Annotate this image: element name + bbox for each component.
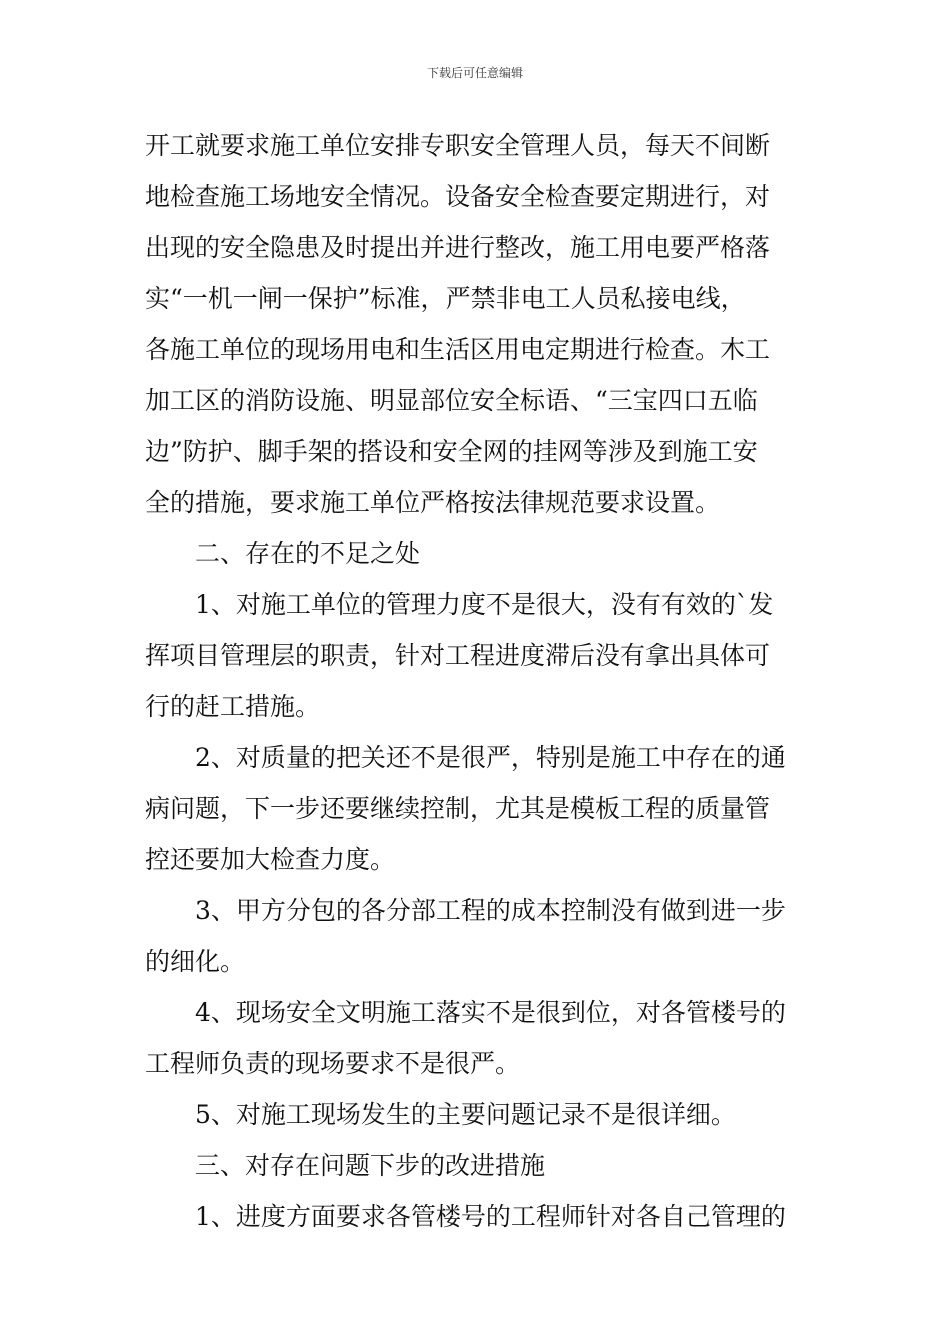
document-body <box>145 120 815 1242</box>
paragraph-line: 挥项目管理层的职责，针对工程进度滞后没有拿出具体可 <box>145 641 771 670</box>
section-heading: 三、对存在问题下步的改进措施 <box>195 1151 546 1180</box>
paragraph-line: 1、对施工单位的管理力度不是很大，没有有效的`发 <box>195 590 774 619</box>
paragraph-line: 5、对施工现场发生的主要问题记录不是很详细。 <box>195 1100 736 1129</box>
paragraph-line: 病问题，下一步还要继续控制，尤其是模板工程的质量管 <box>145 794 771 823</box>
paragraph-line: 边”防护、脚手架的搭设和安全网的挂网等涉及到施工安 <box>145 437 758 466</box>
page-header: 下载后可任意编辑 <box>426 66 523 80</box>
paragraph-line: 2、对质量的把关还不是很严，特别是施工中存在的通 <box>195 743 786 772</box>
paragraph-line: 工程师负责的现场要求不是很严。 <box>145 1049 521 1078</box>
paragraph-line: 4、现场安全文明施工落实不是很到位，对各管楼号的 <box>195 998 786 1027</box>
paragraph-line: 全的措施，要求施工单位严格按法律规范要求设置。 <box>145 488 721 517</box>
paragraph-line: 各施工单位的现场用电和生活区用电定期进行检查。木工 <box>145 335 771 364</box>
paragraph-line: 1、进度方面要求各管楼号的工程师针对各自己管理的 <box>195 1202 786 1231</box>
paragraph-line: 开工就要求施工单位安排专职安全管理人员，每天不间断 <box>145 131 771 160</box>
paragraph-line: 地检查施工场地安全情况。设备安全检查要定期进行，对 <box>145 182 771 211</box>
paragraph-line: 行的赶工措施。 <box>145 692 321 721</box>
section-heading: 二、存在的不足之处 <box>195 539 421 568</box>
paragraph-line: 控还要加大检查力度。 <box>145 845 396 874</box>
paragraph-line: 3、甲方分包的各分部工程的成本控制没有做到进一步 <box>195 896 786 925</box>
paragraph-line: 加工区的消防设施、明显部位安全标语、“三宝四口五临 <box>145 386 758 415</box>
paragraph-line: 出现的安全隐患及时提出并进行整改，施工用电要严格落 <box>145 233 771 262</box>
paragraph-line: 实“一机一闸一保护”标准，严禁非电工人员私接电线， <box>145 284 746 313</box>
paragraph-line: 的细化。 <box>145 947 246 976</box>
